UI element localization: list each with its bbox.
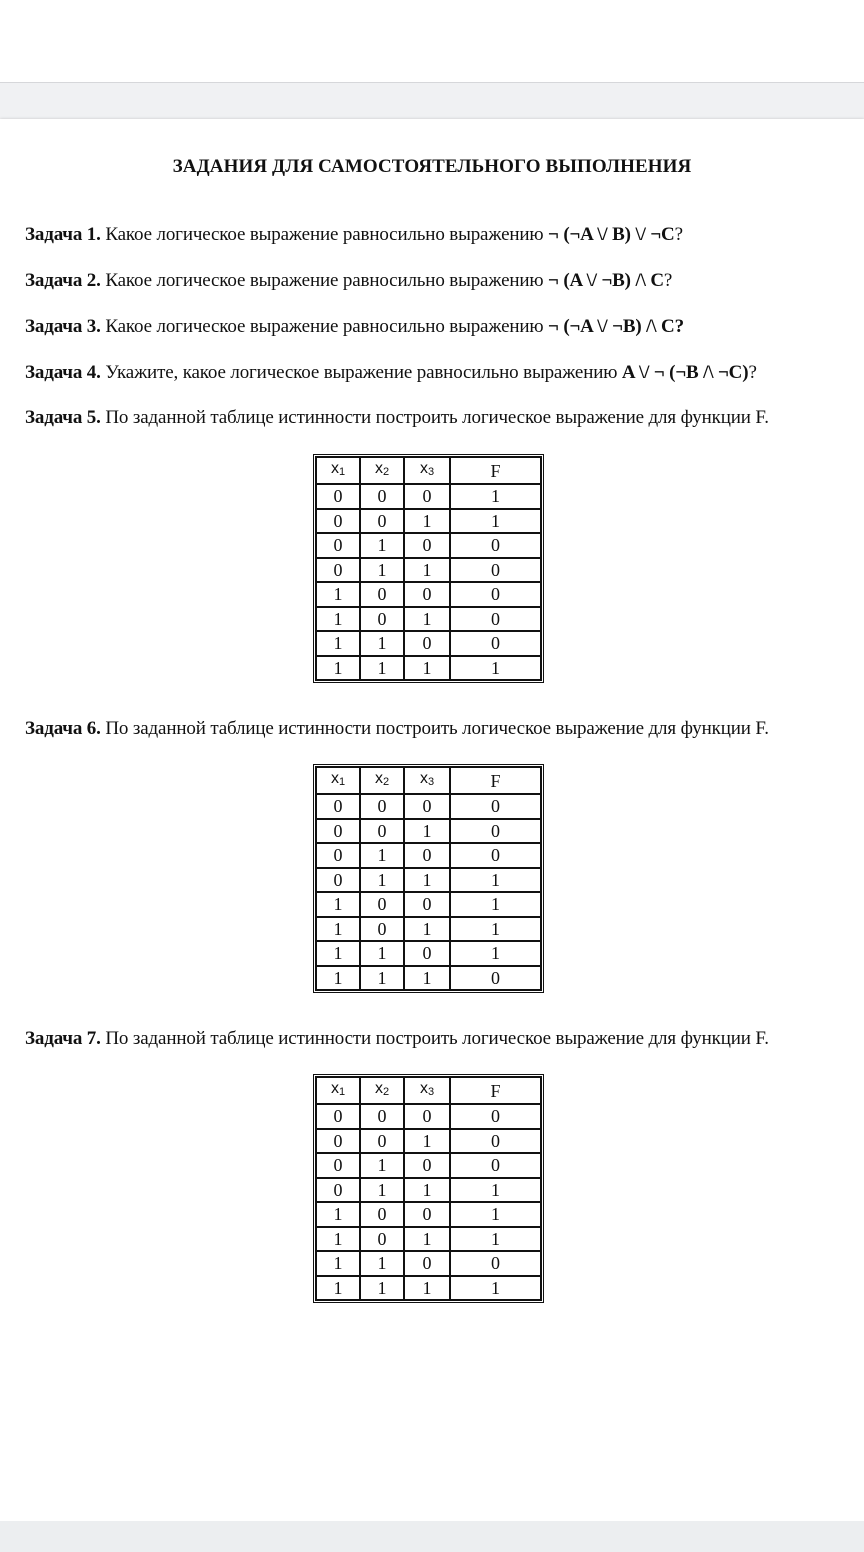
table-cell: 1: [450, 1227, 541, 1252]
table-cell: 0: [316, 1129, 360, 1154]
table-header-row: [316, 767, 541, 794]
column-header: $x_1$: [316, 767, 360, 794]
table-row: [316, 1276, 541, 1301]
table-cell: 0: [450, 794, 541, 819]
truth-table-6: [313, 764, 544, 993]
table-row: [316, 1227, 541, 1252]
table-cell: 1: [404, 1129, 450, 1154]
truth-table-5: [313, 454, 544, 683]
table-cell: 1: [316, 892, 360, 917]
task-expression: ¬ (¬A \/ ¬B) /\ C?: [548, 316, 684, 337]
column-header: F: [450, 767, 541, 794]
column-header: $x_2$: [360, 767, 404, 794]
table-row: [316, 558, 541, 583]
table-cell: 0: [360, 1202, 404, 1227]
table-cell: 0: [360, 582, 404, 607]
table-cell: 0: [450, 966, 541, 991]
table-cell: 0: [316, 484, 360, 509]
table-cell: 1: [450, 1276, 541, 1301]
table-cell: 0: [404, 1153, 450, 1178]
table-cell: 0: [316, 843, 360, 868]
table-row: [316, 582, 541, 607]
column-header: F: [450, 1077, 541, 1104]
table-cell: 1: [316, 1202, 360, 1227]
table-cell: 1: [316, 1227, 360, 1252]
table-cell: 1: [404, 558, 450, 583]
table-cell: 0: [360, 509, 404, 534]
table-cell: 0: [404, 892, 450, 917]
task-text: По заданной таблице истинности построить логическое выражение для функции F.: [105, 407, 769, 428]
table-row: [316, 868, 541, 893]
column-header: $x_1$: [316, 1077, 360, 1104]
table-cell: 1: [404, 868, 450, 893]
table-cell: 0: [404, 484, 450, 509]
table-cell: 0: [360, 892, 404, 917]
task-expression: ¬ (A \/ ¬B) /\ C: [548, 270, 664, 291]
bottom-bar: [0, 1521, 864, 1552]
table-row: [316, 1153, 541, 1178]
table-cell: 0: [404, 1104, 450, 1129]
task-text: Какое логическое выражение равносильно выражению: [105, 270, 544, 291]
table-cell: 1: [404, 607, 450, 632]
table-row: [316, 917, 541, 942]
task-7: [25, 1028, 769, 1050]
table-cell: 1: [450, 1202, 541, 1227]
task-expression: A \/ ¬ (¬B /\ ¬C): [621, 362, 749, 383]
task-5: [25, 407, 769, 429]
table-row: [316, 1104, 541, 1129]
table-cell: 1: [360, 631, 404, 656]
truth-table-7: [313, 1074, 544, 1303]
document-title: ЗАДАНИЯ ДЛЯ САМОСТОЯТЕЛЬНОГО ВЫПОЛНЕНИЯ: [172, 156, 692, 177]
table-row: [316, 966, 541, 991]
table-cell: 1: [360, 1251, 404, 1276]
table-cell: 0: [450, 533, 541, 558]
table-cell: 1: [316, 607, 360, 632]
table-row: [316, 607, 541, 632]
table-cell: 0: [404, 794, 450, 819]
table-cell: 0: [316, 1153, 360, 1178]
table-cell: 1: [450, 1178, 541, 1203]
column-header: $x_1$: [316, 457, 360, 484]
table-cell: 0: [450, 582, 541, 607]
table-header-row: [316, 457, 541, 484]
table-row: [316, 656, 541, 681]
table-row: [316, 892, 541, 917]
table-row: [316, 533, 541, 558]
table-cell: 1: [316, 656, 360, 681]
table-row: [316, 509, 541, 534]
table-cell: 0: [316, 1178, 360, 1203]
task-label: Задача 5.: [25, 407, 101, 428]
table-cell: 1: [316, 1276, 360, 1301]
task-label: Задача 6.: [25, 718, 101, 739]
table-cell: 1: [450, 484, 541, 509]
table-cell: 1: [360, 558, 404, 583]
table-cell: 0: [404, 941, 450, 966]
table-cell: 0: [360, 1129, 404, 1154]
table-cell: 0: [450, 1129, 541, 1154]
table-cell: 0: [450, 1153, 541, 1178]
column-header: $x_2$: [360, 1077, 404, 1104]
task-4: [25, 362, 757, 384]
table-row: [316, 843, 541, 868]
column-header: $x_3$: [404, 1077, 450, 1104]
task-end: ?: [663, 270, 673, 291]
table-cell: 1: [316, 941, 360, 966]
task-3: [25, 316, 684, 338]
table-cell: 0: [450, 819, 541, 844]
table-row: [316, 1202, 541, 1227]
table-cell: 1: [404, 917, 450, 942]
table-row: [316, 819, 541, 844]
table-cell: 1: [404, 509, 450, 534]
table-cell: 1: [360, 843, 404, 868]
table-cell: 1: [360, 533, 404, 558]
task-text: Укажите, какое логическое выражение равносильно выражению: [105, 362, 618, 383]
table-row: [316, 794, 541, 819]
table-cell: 0: [404, 631, 450, 656]
table-cell: 0: [404, 1202, 450, 1227]
table-cell: 0: [360, 1104, 404, 1129]
task-2: [25, 270, 672, 292]
table-cell: 1: [360, 868, 404, 893]
table-cell: 1: [316, 1251, 360, 1276]
table-cell: 0: [360, 484, 404, 509]
table-cell: 0: [360, 794, 404, 819]
task-label: Задача 1.: [25, 224, 101, 245]
table-cell: 1: [404, 656, 450, 681]
table-cell: 0: [450, 1251, 541, 1276]
table-cell: 0: [316, 1104, 360, 1129]
table-cell: 1: [404, 819, 450, 844]
task-text: Какое логическое выражение равносильно выражению: [105, 224, 544, 245]
table-row: [316, 941, 541, 966]
table-cell: 0: [450, 1104, 541, 1129]
table-cell: 0: [404, 1251, 450, 1276]
table-cell: 1: [404, 1227, 450, 1252]
table-cell: 0: [316, 533, 360, 558]
table-cell: 1: [360, 656, 404, 681]
table-cell: 0: [404, 582, 450, 607]
table-cell: 1: [360, 1153, 404, 1178]
table-header-row: [316, 1077, 541, 1104]
task-label: Задача 3.: [25, 316, 101, 337]
column-header: $x_3$: [404, 457, 450, 484]
table-cell: 0: [316, 558, 360, 583]
table-cell: 0: [360, 1227, 404, 1252]
table-cell: 0: [360, 819, 404, 844]
task-text: По заданной таблице истинности построить логическое выражение для функции F.: [105, 1028, 769, 1049]
table-cell: 0: [404, 533, 450, 558]
table-cell: 1: [450, 941, 541, 966]
table-cell: 1: [360, 1276, 404, 1301]
table-cell: 0: [316, 794, 360, 819]
task-text: Какое логическое выражение равносильно выражению: [105, 316, 544, 337]
table-cell: 0: [450, 558, 541, 583]
table-cell: 0: [316, 819, 360, 844]
task-label: Задача 4.: [25, 362, 101, 383]
column-header: F: [450, 457, 541, 484]
table-cell: 0: [450, 631, 541, 656]
table-row: [316, 631, 541, 656]
table-cell: 1: [404, 1276, 450, 1301]
table-cell: 0: [450, 843, 541, 868]
table-cell: 1: [316, 582, 360, 607]
table-cell: 1: [450, 656, 541, 681]
document-page: [0, 119, 864, 1521]
top-bar: [0, 0, 864, 83]
table-cell: 0: [450, 607, 541, 632]
table-row: [316, 1129, 541, 1154]
task-label: Задача 2.: [25, 270, 101, 291]
table-cell: 1: [404, 966, 450, 991]
task-1: [25, 224, 683, 246]
column-header: $x_2$: [360, 457, 404, 484]
table-cell: 0: [404, 843, 450, 868]
table-cell: 0: [360, 917, 404, 942]
table-cell: 1: [316, 631, 360, 656]
table-cell: 1: [360, 941, 404, 966]
table-cell: 1: [450, 868, 541, 893]
task-expression: ¬ (¬A \/ B) \/ ¬C: [548, 224, 675, 245]
table-cell: 1: [450, 917, 541, 942]
task-6: [25, 718, 769, 740]
table-cell: 1: [360, 1178, 404, 1203]
table-row: [316, 1251, 541, 1276]
table-cell: 1: [360, 966, 404, 991]
table-cell: 0: [360, 607, 404, 632]
task-end: ?: [748, 362, 757, 383]
table-cell: 0: [316, 868, 360, 893]
task-end: ?: [674, 224, 683, 245]
table-cell: 1: [316, 966, 360, 991]
table-row: [316, 1178, 541, 1203]
table-row: [316, 484, 541, 509]
task-label: Задача 7.: [25, 1028, 101, 1049]
table-cell: 1: [404, 1178, 450, 1203]
table-cell: 1: [450, 509, 541, 534]
table-cell: 1: [316, 917, 360, 942]
table-cell: 0: [316, 509, 360, 534]
task-text: По заданной таблице истинности построить логическое выражение для функции F.: [105, 718, 769, 739]
column-header: $x_3$: [404, 767, 450, 794]
table-cell: 1: [450, 892, 541, 917]
